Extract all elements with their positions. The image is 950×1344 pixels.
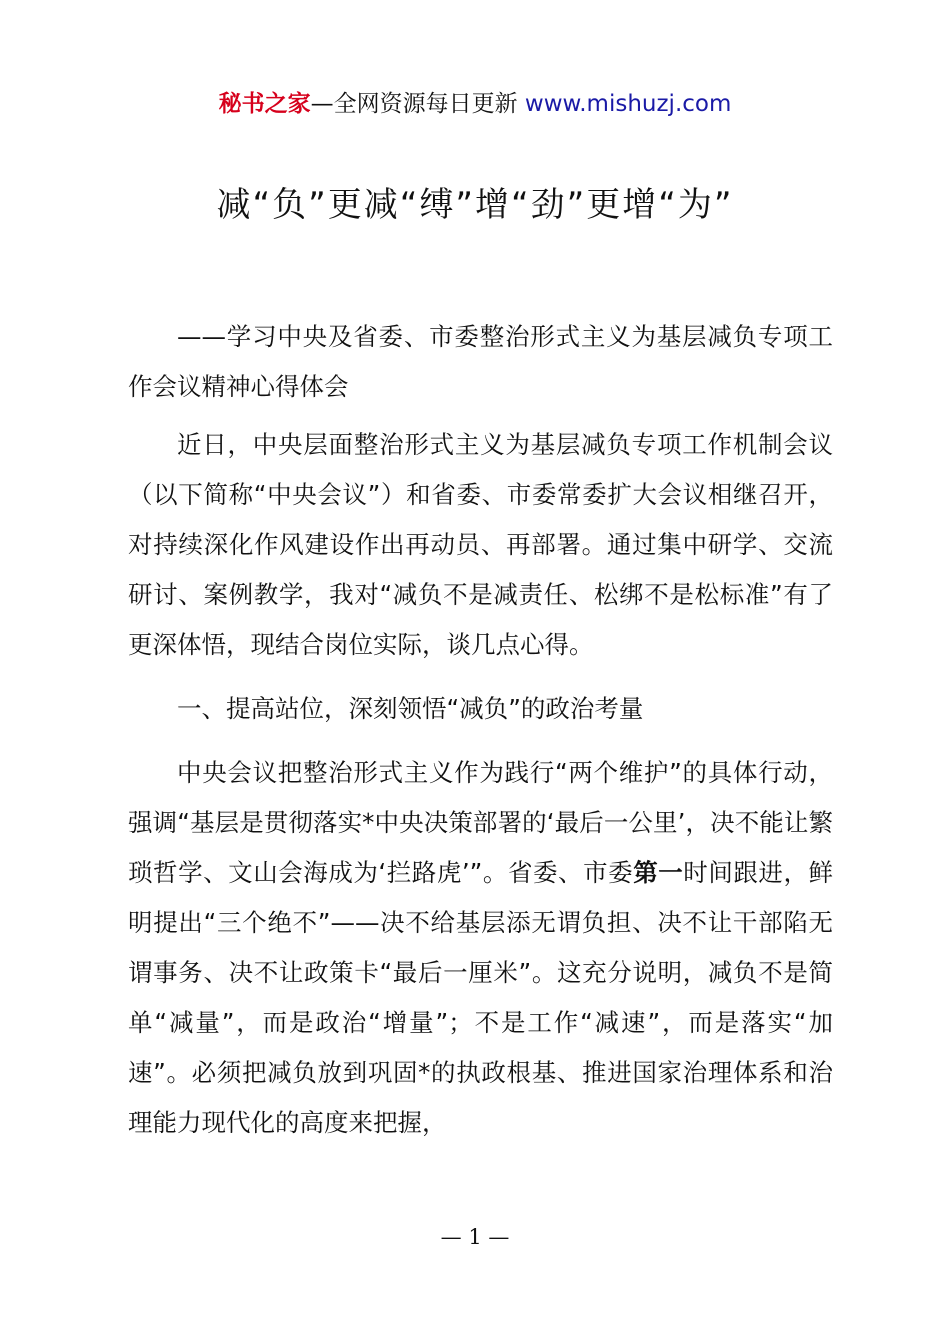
section-heading-1: 一、提高站位，深刻领悟“减负”的政治考量 bbox=[177, 694, 644, 723]
site-header bbox=[0, 88, 950, 120]
document-body bbox=[128, 420, 833, 1148]
paragraph-intro: 近日，中央层面整治形式主义为基层减负专项工作机制会议（以下简称“中央会议”）和省委、市委常委扩大会议相继召开，对持续深化作风建设作出再动员、再部署。通过集中研学、交流研讨、案例教学，我对“减负不是减责任、松绑不是松标准”有了更深体悟，现结合岗位实际，谈几点心得。 bbox=[128, 430, 833, 659]
document-title: 减“负”更减“缚”增“劲”更增“为” bbox=[216, 185, 734, 225]
paragraph-text-a: 中央会议把整治形式主义作为践行“两个维护”的具体行动，强调“基层是贯彻落实*中央决策部署的‘最后一公里’，决不能让繁琐哲学、文山会海成为‘拦路虎’”。省委、市委 bbox=[128, 758, 833, 887]
paragraph-section-1 bbox=[128, 748, 833, 1148]
page-number: — 1 — bbox=[440, 1225, 510, 1249]
brand-name: 秘书之家 bbox=[218, 91, 311, 117]
bold-text: 第一 bbox=[633, 858, 684, 887]
header-tagline: —全网资源每日更新 bbox=[310, 91, 525, 117]
subtitle-text: ——学习中央及省委、市委整治形式主义为基层减负专项工作会议精神心得体会 bbox=[128, 322, 833, 401]
document-subtitle bbox=[128, 312, 833, 412]
site-url-link[interactable]: www.mishuzj.com bbox=[524, 91, 732, 117]
paragraph-text-b: 时间跟进，鲜明提出“三个绝不”——决不给基层添无谓负担、决不让干部陷无谓事务、决不让政策卡“最后一厘米”。这充分说明，减负不是简单“减量”，而是政治“增量”；不是工作“减速”，而是落实“加速”。必须把减负放到巩固*的执政根基、推进国家治理体系和治理能力现代化的高度来把握， bbox=[128, 858, 833, 1137]
